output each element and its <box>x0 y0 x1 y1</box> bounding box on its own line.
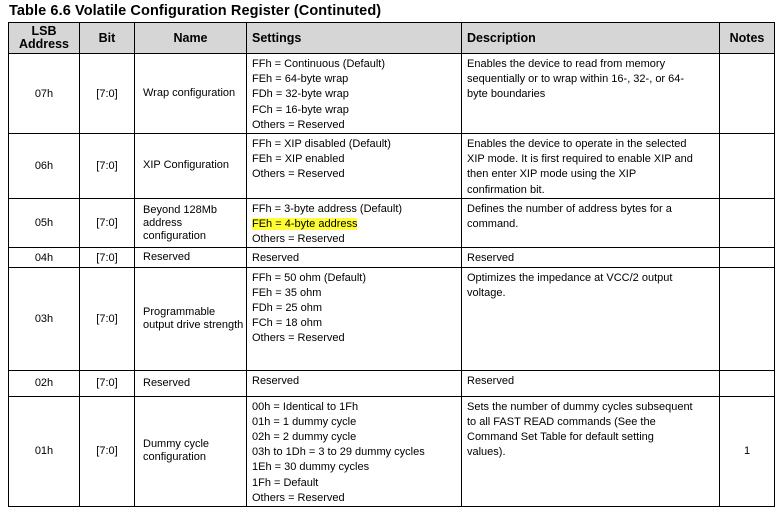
cell-notes <box>720 134 775 199</box>
cell-description <box>462 396 720 506</box>
cell-lsb-address: 04h <box>9 248 80 267</box>
setting-text: FFh = Continuous (Default) <box>252 58 385 70</box>
description-line: command. <box>467 218 519 231</box>
setting-line <box>252 286 461 301</box>
cell-name: XIP Configuration <box>135 134 247 199</box>
cell-settings <box>247 248 462 267</box>
header-lsb-address: LSB Address <box>9 23 80 54</box>
cell-notes <box>720 198 775 248</box>
cell-lsb-address: 07h <box>9 54 80 134</box>
description-line: sequentially or to wrap within 16-, 32-, or 64- <box>467 73 685 86</box>
setting-line <box>252 271 461 286</box>
setting-line <box>252 316 461 331</box>
setting-text: FDh = 25 ohm <box>252 302 323 315</box>
setting-line <box>252 232 461 247</box>
setting-line <box>252 331 461 346</box>
setting-text: 01h = 1 dummy cycle <box>252 415 357 428</box>
description-line: Sets the number of dummy cycles subsequent <box>467 400 693 413</box>
setting-text: Others = Reserved <box>252 491 345 504</box>
header-name: Name <box>135 23 247 54</box>
setting-text: 1Fh = Default <box>252 476 319 489</box>
table-row <box>9 396 775 506</box>
cell-settings <box>247 54 462 134</box>
cell-settings <box>247 370 462 396</box>
setting-line <box>252 152 461 167</box>
cell-lsb-address: 02h <box>9 370 80 396</box>
cell-bit: [7:0] <box>80 198 135 248</box>
setting-line <box>252 400 461 415</box>
setting-text: FEh = 64-byte wrap <box>252 73 349 86</box>
description-line: confirmation bit. <box>467 183 545 196</box>
cell-bit: [7:0] <box>80 134 135 199</box>
cell-description <box>462 248 720 267</box>
cell-notes <box>720 370 775 396</box>
description-line: then enter XIP mode using the XIP <box>467 168 637 181</box>
setting-line <box>252 202 461 217</box>
cell-settings <box>247 198 462 248</box>
setting-line <box>252 87 461 102</box>
table-row <box>9 198 775 248</box>
setting-line <box>252 491 461 506</box>
cell-notes <box>720 54 775 134</box>
setting-text: FDh = 32-byte wrap <box>252 88 349 101</box>
setting-line <box>252 374 461 389</box>
setting-text: 03h to 1Dh = 3 to 29 dummy cycles <box>252 446 425 459</box>
setting-line <box>252 167 461 182</box>
cell-notes: 1 <box>720 396 775 506</box>
volatile-config-register-table <box>8 22 775 507</box>
cell-description <box>462 134 720 199</box>
cell-description <box>462 54 720 134</box>
cell-settings <box>247 267 462 370</box>
table-row <box>9 134 775 199</box>
cell-description <box>462 370 720 396</box>
header-description: Description <box>462 23 720 54</box>
cell-bit: [7:0] <box>80 248 135 267</box>
setting-line <box>252 72 461 87</box>
setting-line <box>252 118 461 133</box>
setting-line <box>252 137 461 152</box>
description-line: byte boundaries <box>467 88 546 101</box>
setting-line <box>252 301 461 316</box>
header-settings: Settings <box>247 23 462 54</box>
cell-settings <box>247 134 462 199</box>
cell-name: Beyond 128Mb address configuration <box>135 198 247 248</box>
setting-line <box>252 57 461 72</box>
cell-bit: [7:0] <box>80 54 135 134</box>
setting-text: 00h = Identical to 1Fh <box>252 400 359 413</box>
cell-name: Reserved <box>135 248 247 267</box>
description-line: Command Set Table for default setting <box>467 431 654 444</box>
description-line: to all FAST READ commands (See the <box>467 415 656 428</box>
header-bit: Bit <box>80 23 135 54</box>
description-line: Reserved <box>467 252 515 265</box>
cell-lsb-address: 05h <box>9 198 80 248</box>
cell-settings <box>247 396 462 506</box>
highlighted-setting-text: FEh = 4-byte address <box>252 218 358 231</box>
setting-text: FFh = 50 ohm (Default) <box>252 271 367 284</box>
cell-bit: [7:0] <box>80 267 135 370</box>
cell-bit: [7:0] <box>80 370 135 396</box>
setting-text: Others = Reserved <box>252 332 345 345</box>
description-line: XIP mode. It is first required to enable XIP and <box>467 153 693 166</box>
cell-lsb-address: 01h <box>9 396 80 506</box>
description-line: voltage. <box>467 286 506 299</box>
cell-description <box>462 267 720 370</box>
table-row <box>9 248 775 267</box>
setting-text: Others = Reserved <box>252 118 345 131</box>
setting-line <box>252 415 461 430</box>
setting-line <box>252 103 461 118</box>
setting-line <box>252 217 461 232</box>
table-body <box>9 54 775 507</box>
cell-name: Reserved <box>135 370 247 396</box>
cell-name: Wrap configuration <box>135 54 247 134</box>
setting-line <box>252 460 461 475</box>
setting-text: FCh = 16-byte wrap <box>252 103 349 116</box>
setting-text: FCh = 18 ohm <box>252 317 323 330</box>
setting-text: FEh = 35 ohm <box>252 286 322 299</box>
header-row <box>9 23 775 54</box>
setting-text: 02h = 2 dummy cycle <box>252 431 357 444</box>
setting-text: Others = Reserved <box>252 233 345 246</box>
cell-name: Programmable output drive strength <box>135 267 247 370</box>
cell-notes <box>720 267 775 370</box>
header-notes: Notes <box>720 23 775 54</box>
setting-text: FFh = XIP disabled (Default) <box>252 138 391 151</box>
description-line: values). <box>467 446 506 459</box>
cell-bit: [7:0] <box>80 396 135 506</box>
description-line: Reserved <box>467 374 515 387</box>
setting-text: FEh = XIP enabled <box>252 153 345 166</box>
setting-text: Reserved <box>252 374 300 387</box>
description-line: Enables the device to read from memory <box>467 58 666 70</box>
description-line: Optimizes the impedance at VCC/2 output <box>467 271 673 284</box>
description-line: Enables the device to operate in the selected <box>467 138 687 151</box>
setting-text: Reserved <box>252 252 300 265</box>
cell-lsb-address: 03h <box>9 267 80 370</box>
description-line: Defines the number of address bytes for a <box>467 202 672 215</box>
setting-text: FFh = 3-byte address (Default) <box>252 202 403 215</box>
table-row <box>9 370 775 396</box>
table-row <box>9 54 775 134</box>
cell-notes <box>720 248 775 267</box>
cell-lsb-address: 06h <box>9 134 80 199</box>
setting-text: Others = Reserved <box>252 168 345 181</box>
setting-line <box>252 430 461 445</box>
cell-description <box>462 198 720 248</box>
table-row <box>9 267 775 370</box>
setting-text: 1Eh = 30 dummy cycles <box>252 461 370 474</box>
cell-name: Dummy cycle configuration <box>135 396 247 506</box>
setting-line <box>252 476 461 491</box>
table-title: Table 6.6 Volatile Configuration Register (Continuted) <box>9 3 382 19</box>
setting-line <box>252 445 461 460</box>
setting-line <box>252 251 461 266</box>
